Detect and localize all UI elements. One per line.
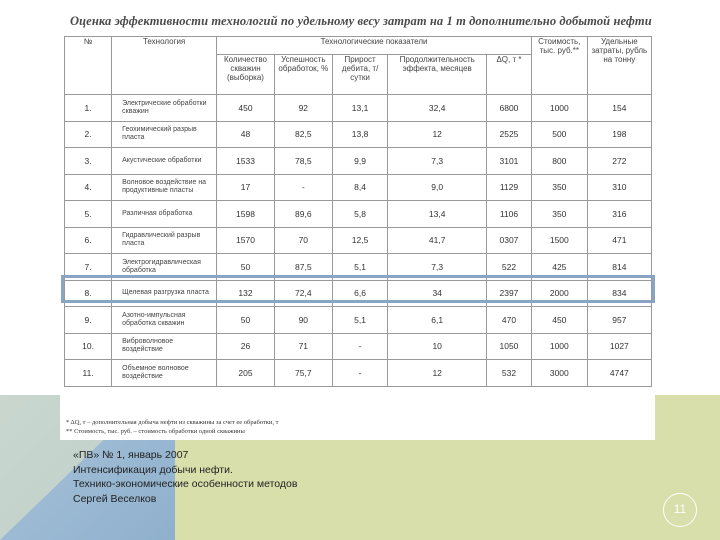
cell-num: 9. bbox=[65, 307, 112, 334]
cell-num: 5. bbox=[65, 201, 112, 228]
document-title: Оценка эффективности технологий по удельному весу затрат на 1 т дополнительно добытой нефти bbox=[70, 14, 652, 28]
cell-dq: 532 bbox=[486, 360, 531, 387]
header-increase: Прирост дебита, т/сутки bbox=[332, 55, 388, 95]
cell-technology: Виброволновое воздействие bbox=[112, 333, 217, 360]
cell-technology: Электрические обработки скважин bbox=[112, 95, 217, 122]
cell-cost: 350 bbox=[531, 174, 587, 201]
cell-specific-cost: 316 bbox=[587, 201, 651, 228]
cell-dq: 1129 bbox=[486, 174, 531, 201]
table-body bbox=[65, 95, 652, 387]
cell-success: 70 bbox=[274, 227, 332, 254]
cell-cost: 1000 bbox=[531, 95, 587, 122]
cell-technology: Акустические обработки bbox=[112, 148, 217, 175]
cell-technology: Различная обработка bbox=[112, 201, 217, 228]
cell-duration: 34 bbox=[388, 280, 487, 307]
cell-success: 87,5 bbox=[274, 254, 332, 281]
header-cost: Стоимость, тыс. руб.** bbox=[531, 37, 587, 95]
cell-specific-cost: 834 bbox=[587, 280, 651, 307]
cell-success: 75,7 bbox=[274, 360, 332, 387]
header-success: Успешность обработок, % bbox=[274, 55, 332, 95]
cell-cost: 450 bbox=[531, 307, 587, 334]
cell-technology: Геохимический разрыв пласта bbox=[112, 121, 217, 148]
header-wells: Количество скважин (выборка) bbox=[217, 55, 275, 95]
cell-dq: 470 bbox=[486, 307, 531, 334]
cell-success: 92 bbox=[274, 95, 332, 122]
cell-dq: 2397 bbox=[486, 280, 531, 307]
cell-dq: 3101 bbox=[486, 148, 531, 175]
cell-cost: 1500 bbox=[531, 227, 587, 254]
cell-dq: 1106 bbox=[486, 201, 531, 228]
cell-increase: 8,4 bbox=[332, 174, 388, 201]
cell-dq: 1050 bbox=[486, 333, 531, 360]
cell-wells: 1533 bbox=[217, 148, 275, 175]
cell-duration: 9,0 bbox=[388, 174, 487, 201]
cell-dq: 2525 bbox=[486, 121, 531, 148]
cell-increase: 5,8 bbox=[332, 201, 388, 228]
cell-cost: 425 bbox=[531, 254, 587, 281]
table-row bbox=[65, 174, 652, 201]
cell-cost: 3000 bbox=[531, 360, 587, 387]
cell-success: 71 bbox=[274, 333, 332, 360]
cell-increase: 9,9 bbox=[332, 148, 388, 175]
cell-wells: 205 bbox=[217, 360, 275, 387]
cell-duration: 13,4 bbox=[388, 201, 487, 228]
cell-increase: 13,8 bbox=[332, 121, 388, 148]
cell-success: 72,4 bbox=[274, 280, 332, 307]
cell-num: 1. bbox=[65, 95, 112, 122]
cell-success: 78,5 bbox=[274, 148, 332, 175]
cell-num: 7. bbox=[65, 254, 112, 281]
cell-success: 90 bbox=[274, 307, 332, 334]
cell-num: 3. bbox=[65, 148, 112, 175]
cell-technology: Азотно-импульсная обработка скважин bbox=[112, 307, 217, 334]
cell-increase: - bbox=[332, 360, 388, 387]
cell-wells: 17 bbox=[217, 174, 275, 201]
cell-specific-cost: 198 bbox=[587, 121, 651, 148]
source-line-2: Интенсификация добычи нефти. bbox=[73, 463, 233, 476]
cell-specific-cost: 310 bbox=[587, 174, 651, 201]
cell-increase: 12,5 bbox=[332, 227, 388, 254]
header-duration: Продолжительность эффекта, месяцев bbox=[388, 55, 487, 95]
cell-wells: 50 bbox=[217, 254, 275, 281]
cell-cost: 350 bbox=[531, 201, 587, 228]
cell-wells: 26 bbox=[217, 333, 275, 360]
cell-success: 82,5 bbox=[274, 121, 332, 148]
table-row bbox=[65, 307, 652, 334]
cell-cost: 800 bbox=[531, 148, 587, 175]
cell-duration: 7,3 bbox=[388, 254, 487, 281]
table-row bbox=[65, 121, 652, 148]
cell-num: 10. bbox=[65, 333, 112, 360]
efficiency-table bbox=[64, 36, 652, 387]
cell-num: 11. bbox=[65, 360, 112, 387]
cell-wells: 450 bbox=[217, 95, 275, 122]
cell-duration: 10 bbox=[388, 333, 487, 360]
cell-technology: Щелевая разгрузка пласта bbox=[112, 280, 217, 307]
cell-dq: 6800 bbox=[486, 95, 531, 122]
cell-num: 4. bbox=[65, 174, 112, 201]
cell-duration: 12 bbox=[388, 121, 487, 148]
cell-wells: 132 bbox=[217, 280, 275, 307]
footnote-1: * ΔQ, т – дополнительная добыча нефти из скважины за счет ее обработки, т bbox=[66, 419, 279, 426]
page-number-badge: 11 bbox=[663, 493, 697, 527]
table-row bbox=[65, 148, 652, 175]
cell-specific-cost: 1027 bbox=[587, 333, 651, 360]
cell-increase: 5,1 bbox=[332, 254, 388, 281]
cell-specific-cost: 154 bbox=[587, 95, 651, 122]
table-row bbox=[65, 360, 652, 387]
cell-increase: - bbox=[332, 333, 388, 360]
cell-technology: Волновое воздействие на продуктивные пласты bbox=[112, 174, 217, 201]
table-row bbox=[65, 227, 652, 254]
cell-dq: 522 bbox=[486, 254, 531, 281]
footnote-2: ** Стоимость, тыс. руб. – стоимость обработки одной скважины bbox=[66, 428, 245, 435]
footnotes bbox=[66, 418, 651, 436]
cell-duration: 6,1 bbox=[388, 307, 487, 334]
cell-specific-cost: 814 bbox=[587, 254, 651, 281]
cell-duration: 41,7 bbox=[388, 227, 487, 254]
cell-wells: 48 bbox=[217, 121, 275, 148]
header-tech-indicators: Технологические показатели bbox=[217, 37, 532, 55]
table-row bbox=[65, 95, 652, 122]
cell-cost: 2000 bbox=[531, 280, 587, 307]
cell-specific-cost: 4747 bbox=[587, 360, 651, 387]
cell-num: 6. bbox=[65, 227, 112, 254]
header-dq: ΔQ, т * bbox=[486, 55, 531, 95]
table-row bbox=[65, 333, 652, 360]
cell-wells: 1570 bbox=[217, 227, 275, 254]
cell-wells: 1598 bbox=[217, 201, 275, 228]
cell-success: - bbox=[274, 174, 332, 201]
cell-dq: 0307 bbox=[486, 227, 531, 254]
highlight-frame bbox=[61, 275, 655, 303]
background-green-strip bbox=[655, 395, 720, 440]
cell-wells: 50 bbox=[217, 307, 275, 334]
cell-success: 89,6 bbox=[274, 201, 332, 228]
table-row bbox=[65, 201, 652, 228]
header-specific-cost: Удельные затраты, рубль на тонну bbox=[587, 37, 651, 95]
cell-technology: Гидравлический разрыв пласта bbox=[112, 227, 217, 254]
header-technology: Технология bbox=[112, 37, 217, 95]
cell-duration: 7,3 bbox=[388, 148, 487, 175]
header-num: № bbox=[65, 37, 112, 95]
cell-duration: 12 bbox=[388, 360, 487, 387]
cell-increase: 6,6 bbox=[332, 280, 388, 307]
cell-increase: 13,1 bbox=[332, 95, 388, 122]
cell-specific-cost: 272 bbox=[587, 148, 651, 175]
cell-cost: 500 bbox=[531, 121, 587, 148]
source-line-1: «ПВ» № 1, январь 2007 bbox=[73, 449, 189, 461]
cell-increase: 5,1 bbox=[332, 307, 388, 334]
cell-num: 8. bbox=[65, 280, 112, 307]
source-line-4: Сергей Веселков bbox=[73, 492, 157, 505]
cell-technology: Объемное волновое воздействие bbox=[112, 360, 217, 387]
source-line-3: Технико-экономические особенности методов bbox=[73, 478, 298, 490]
cell-num: 2. bbox=[65, 121, 112, 148]
cell-specific-cost: 957 bbox=[587, 307, 651, 334]
cell-cost: 1000 bbox=[531, 333, 587, 360]
cell-duration: 32,4 bbox=[388, 95, 487, 122]
cell-specific-cost: 471 bbox=[587, 227, 651, 254]
cell-technology: Электрогидравлическая обработка bbox=[112, 254, 217, 281]
source-citation bbox=[73, 448, 297, 506]
